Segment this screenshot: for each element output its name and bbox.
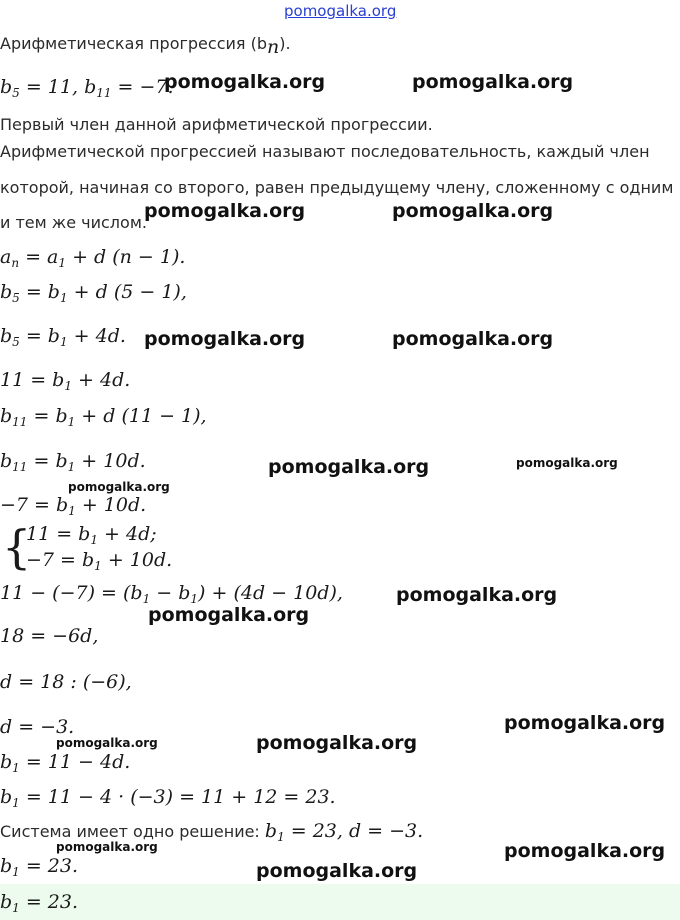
formula-b11-expand: $b_{11} = b_1 + d$ (11 − 1), [0, 405, 207, 429]
question-text: Первый член данной арифметической прогрессии. [0, 115, 433, 134]
system-eq-1: $11 = b_1 + 4d$; [26, 523, 157, 547]
definition-line-1: Арифметической прогрессией называют последовательность, каждый член [0, 142, 650, 161]
equation-1: $11 = b_1 + 4d$. [0, 369, 131, 393]
watermark: pomogalka.org [412, 71, 574, 93]
watermark: pomogalka.org [504, 840, 666, 862]
watermark: pomogalka.org [504, 712, 666, 734]
watermark: pomogalka.org [164, 71, 326, 93]
step-b1-result: $b_1 = 23$. [0, 855, 79, 879]
formula-b5-expand: $b_5 = b_1 + d$ (5 − 1), [0, 281, 187, 305]
step-d-div: d = 18 : (−6), [0, 671, 132, 693]
watermark: pomogalka.org [68, 480, 170, 494]
watermark: pomogalka.org [392, 200, 554, 222]
watermark: pomogalka.org [144, 328, 306, 350]
watermark: pomogalka.org [268, 456, 430, 478]
watermark: pomogalka.org [392, 328, 554, 350]
problem-title: Арифметическая прогрессия $(b_n)$. [0, 34, 291, 58]
final-answer: $b_1 = 23$. [0, 891, 79, 915]
watermark: pomogalka.org [144, 200, 306, 222]
watermark: pomogalka.org [396, 584, 558, 606]
watermark: pomogalka.org [256, 860, 418, 882]
step-b1-calc: $b_1 = 11 - 4 \cdot (-3) = 11 + 12 = 23$. [0, 786, 336, 810]
answer-box [0, 884, 680, 920]
step-b1-expr: $b_1 = 11 - 4d$. [0, 751, 131, 775]
given-values: $b_5 = 11$, $b_{11} = -7$. [0, 76, 174, 100]
equation-2: $-7 = b_1 + 10d$. [0, 494, 147, 518]
formula-general: $a_n = a_1 + d$ (n − 1). [0, 246, 186, 270]
step-d: d = −3. [0, 716, 75, 738]
watermark-link[interactable]: pomogalka.org [284, 2, 397, 20]
formula-b5: $b_5 = b_1 + 4d$. [0, 325, 126, 349]
step-18: 18 = −6d, [0, 625, 99, 647]
system-solution: Система имеет одно решение: $b_1 = 23$, d = −3. [0, 820, 424, 844]
system-eq-2: $-7 = b_1 + 10d$. [26, 549, 173, 573]
definition-line-3: и тем же числом. [0, 213, 147, 232]
subtraction-step: $11 - (-7) = (b_1 - b_1) + (4d - 10d)$, [0, 582, 343, 606]
watermark: pomogalka.org [56, 840, 158, 854]
watermark: pomogalka.org [148, 604, 310, 626]
watermark: pomogalka.org [56, 736, 158, 750]
system-brace: { [2, 520, 32, 574]
formula-b11: $b_{11} = b_1 + 10d$. [0, 450, 146, 474]
definition-line-2: которой, начиная со второго, равен предыдущему члену, сложенному с одним [0, 178, 674, 197]
watermark: pomogalka.org [256, 732, 418, 754]
watermark: pomogalka.org [516, 456, 618, 470]
